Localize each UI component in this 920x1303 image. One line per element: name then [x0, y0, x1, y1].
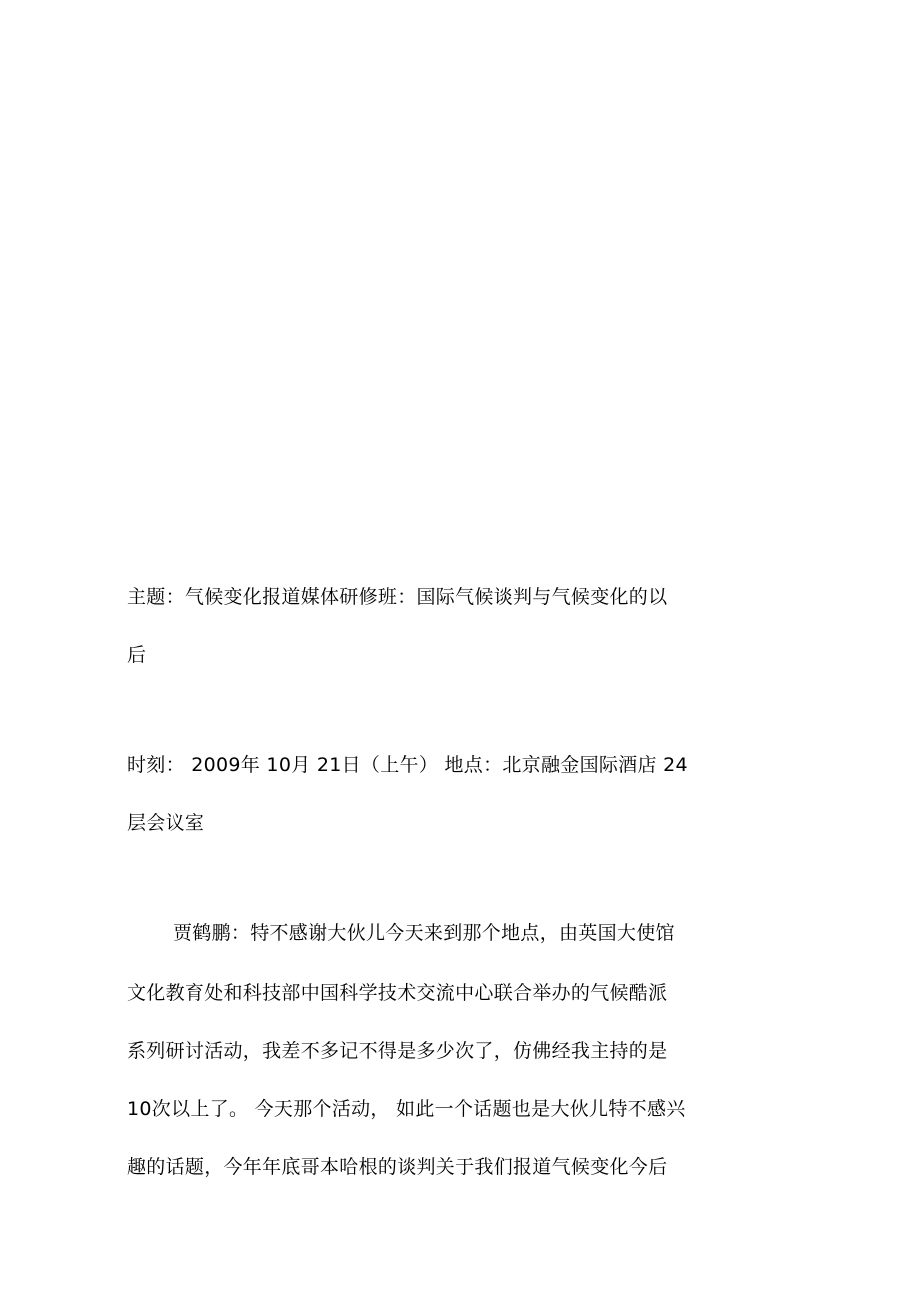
body-paragraph-line-1: 贾鹤鹏：特不感谢大伙儿今天来到那个地点，由英国大使馆: [173, 922, 675, 944]
subject-line-2: 后: [127, 644, 147, 666]
time-location-line-1: 时刻： 2009年 10月 21日（上午） 地点：北京融金国际酒店 24: [127, 754, 688, 776]
time-location-line-2: 层会议室: [127, 812, 205, 834]
body-paragraph-line-3: 系列研讨活动，我差不多记不得是多少次了，仿佛经我主持的是: [127, 1040, 668, 1062]
body-paragraph-line-2: 文化教育处和科技部中国科学技术交流中心联合举办的气候酷派: [127, 982, 668, 1004]
subject-line-1: 主题：气候变化报道媒体研修班：国际气候谈判与气候变化的以: [127, 586, 668, 608]
body-paragraph-line-4: 10次以上了。 今天那个活动， 如此一个话题也是大伙儿特不感兴: [127, 1098, 686, 1120]
body-paragraph-line-5: 趣的话题，今年年底哥本哈根的谈判关于我们报道气候变化今后: [127, 1156, 668, 1178]
